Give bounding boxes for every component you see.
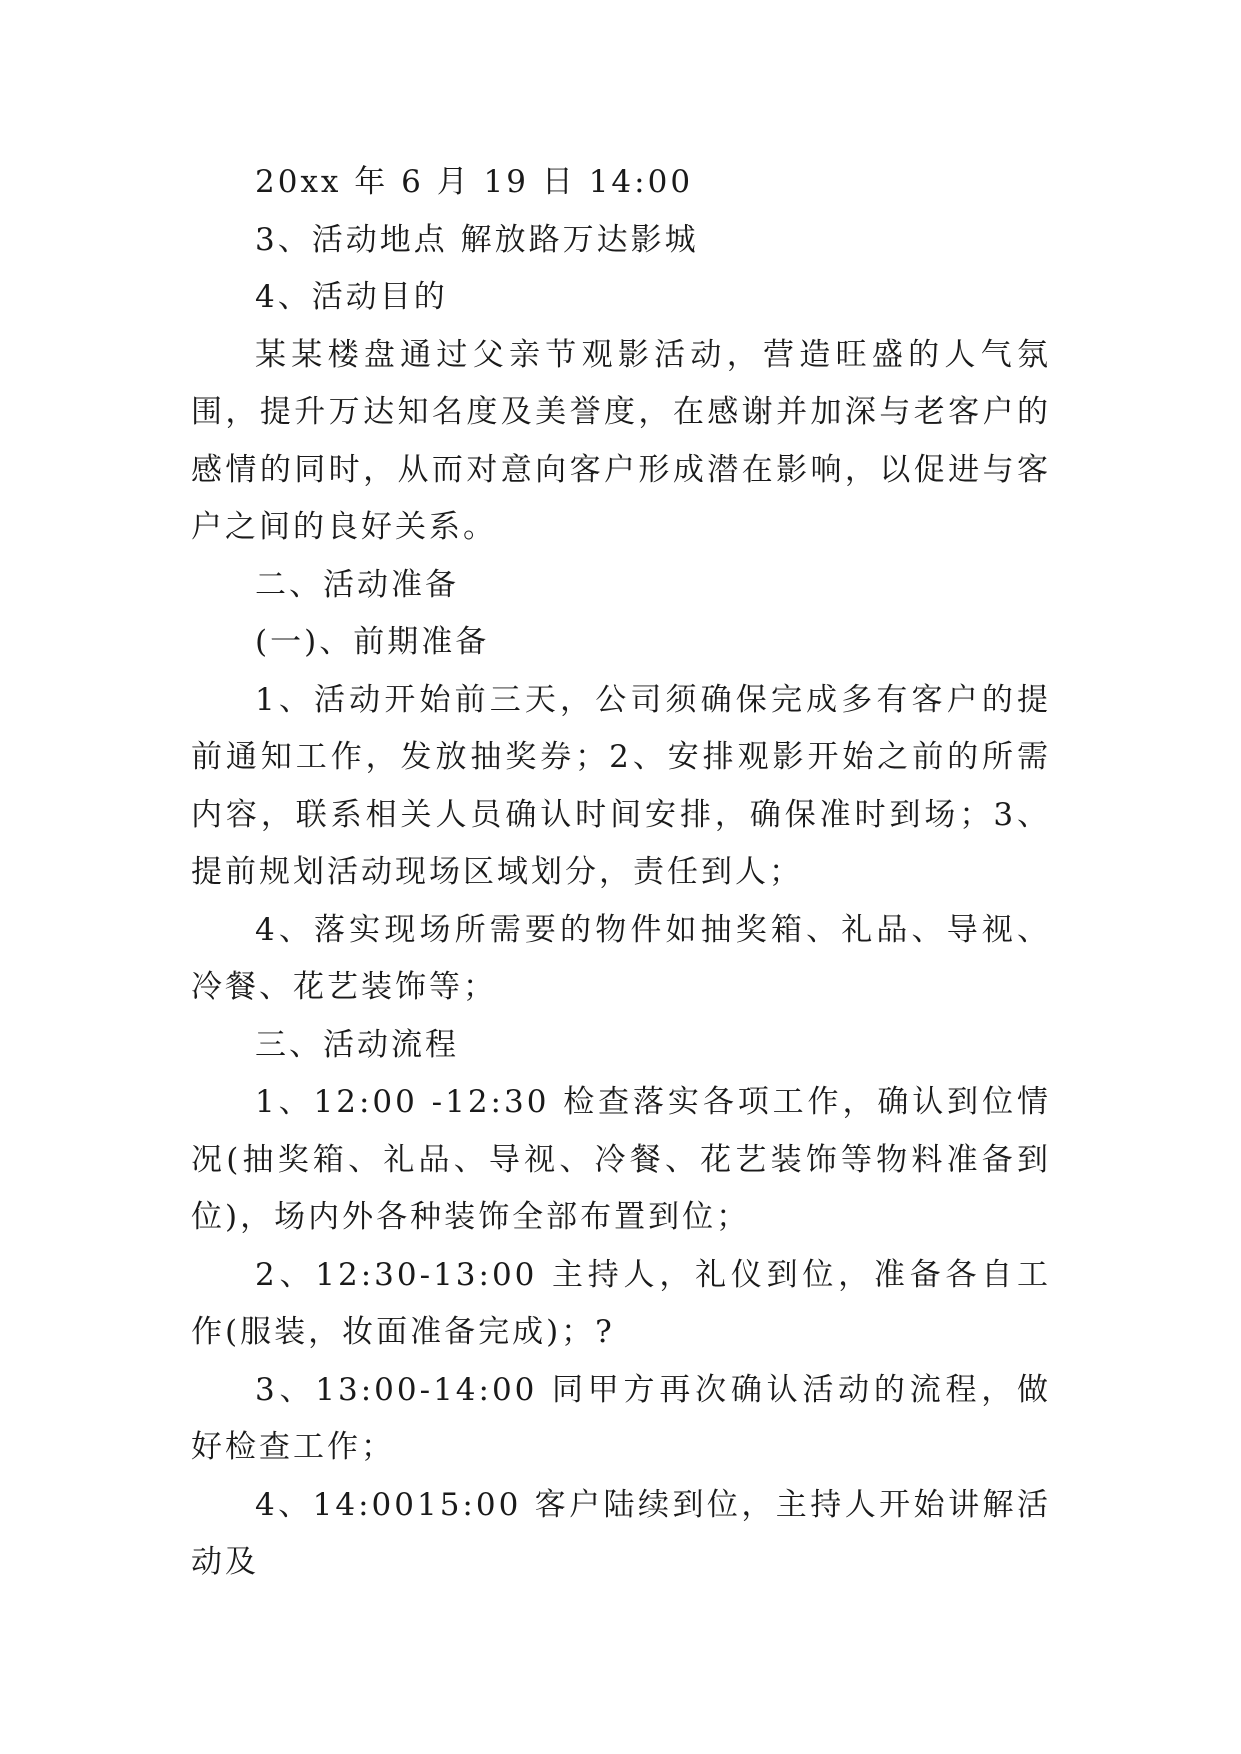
paragraph-onsite-materials: 4、落实现场所需要的物件如抽奖箱、礼品、导视、冷餐、花艺装饰等；	[191, 911, 1051, 1005]
paragraph-purpose-body: 某某楼盘通过父亲节观影活动，营造旺盛的人气氛围，提升万达知名度及美誉度，在感谢并加深与老客户的感情的同时，从而对意向客户形成潜在影响，以促进与客户之间的良好关系。	[191, 336, 1051, 545]
paragraph-process-step-1: 1、12:00 -12:30 检查落实各项工作，确认到位情况(抽奖箱、礼品、导视、冷餐、花艺装饰等物料准备到位)，场内外各种装饰全部布置到位；	[191, 1084, 1051, 1235]
paragraph-event-location: 3、活动地点 解放路万达影城	[255, 221, 699, 258]
paragraph-purpose-heading: 4、活动目的	[255, 279, 448, 315]
section-heading-preparation: 二、活动准备	[255, 566, 459, 603]
section-heading-process: 三、活动流程	[255, 1026, 459, 1063]
paragraph-process-step-4: 4、14:0015:00 客户陆续到位，主持人开始讲解活动及	[191, 1486, 1051, 1580]
paragraph-process-step-3: 3、13:00-14:00 同甲方再次确认活动的流程，做好检查工作；	[191, 1371, 1051, 1465]
paragraph-preparation-items: 1、活动开始前三天，公司须确保完成多有客户的提前通知工作，发放抽奖券；2、安排观影开始之前的所需内容，联系相关人员确认时间安排，确保准时到场；3、提前规划活动现场区域划分，责任到人；	[191, 681, 1051, 890]
paragraph-event-time: 20xx 年 6 月 19 日 14:00	[255, 164, 694, 200]
paragraph-process-step-2: 2、12:30-13:00 主持人，礼仪到位，准备各自工作(服装，妆面准备完成)；?	[191, 1256, 1051, 1350]
subsection-heading-early-preparation: (一)、前期准备	[255, 624, 490, 660]
document-body	[191, 154, 1051, 1592]
